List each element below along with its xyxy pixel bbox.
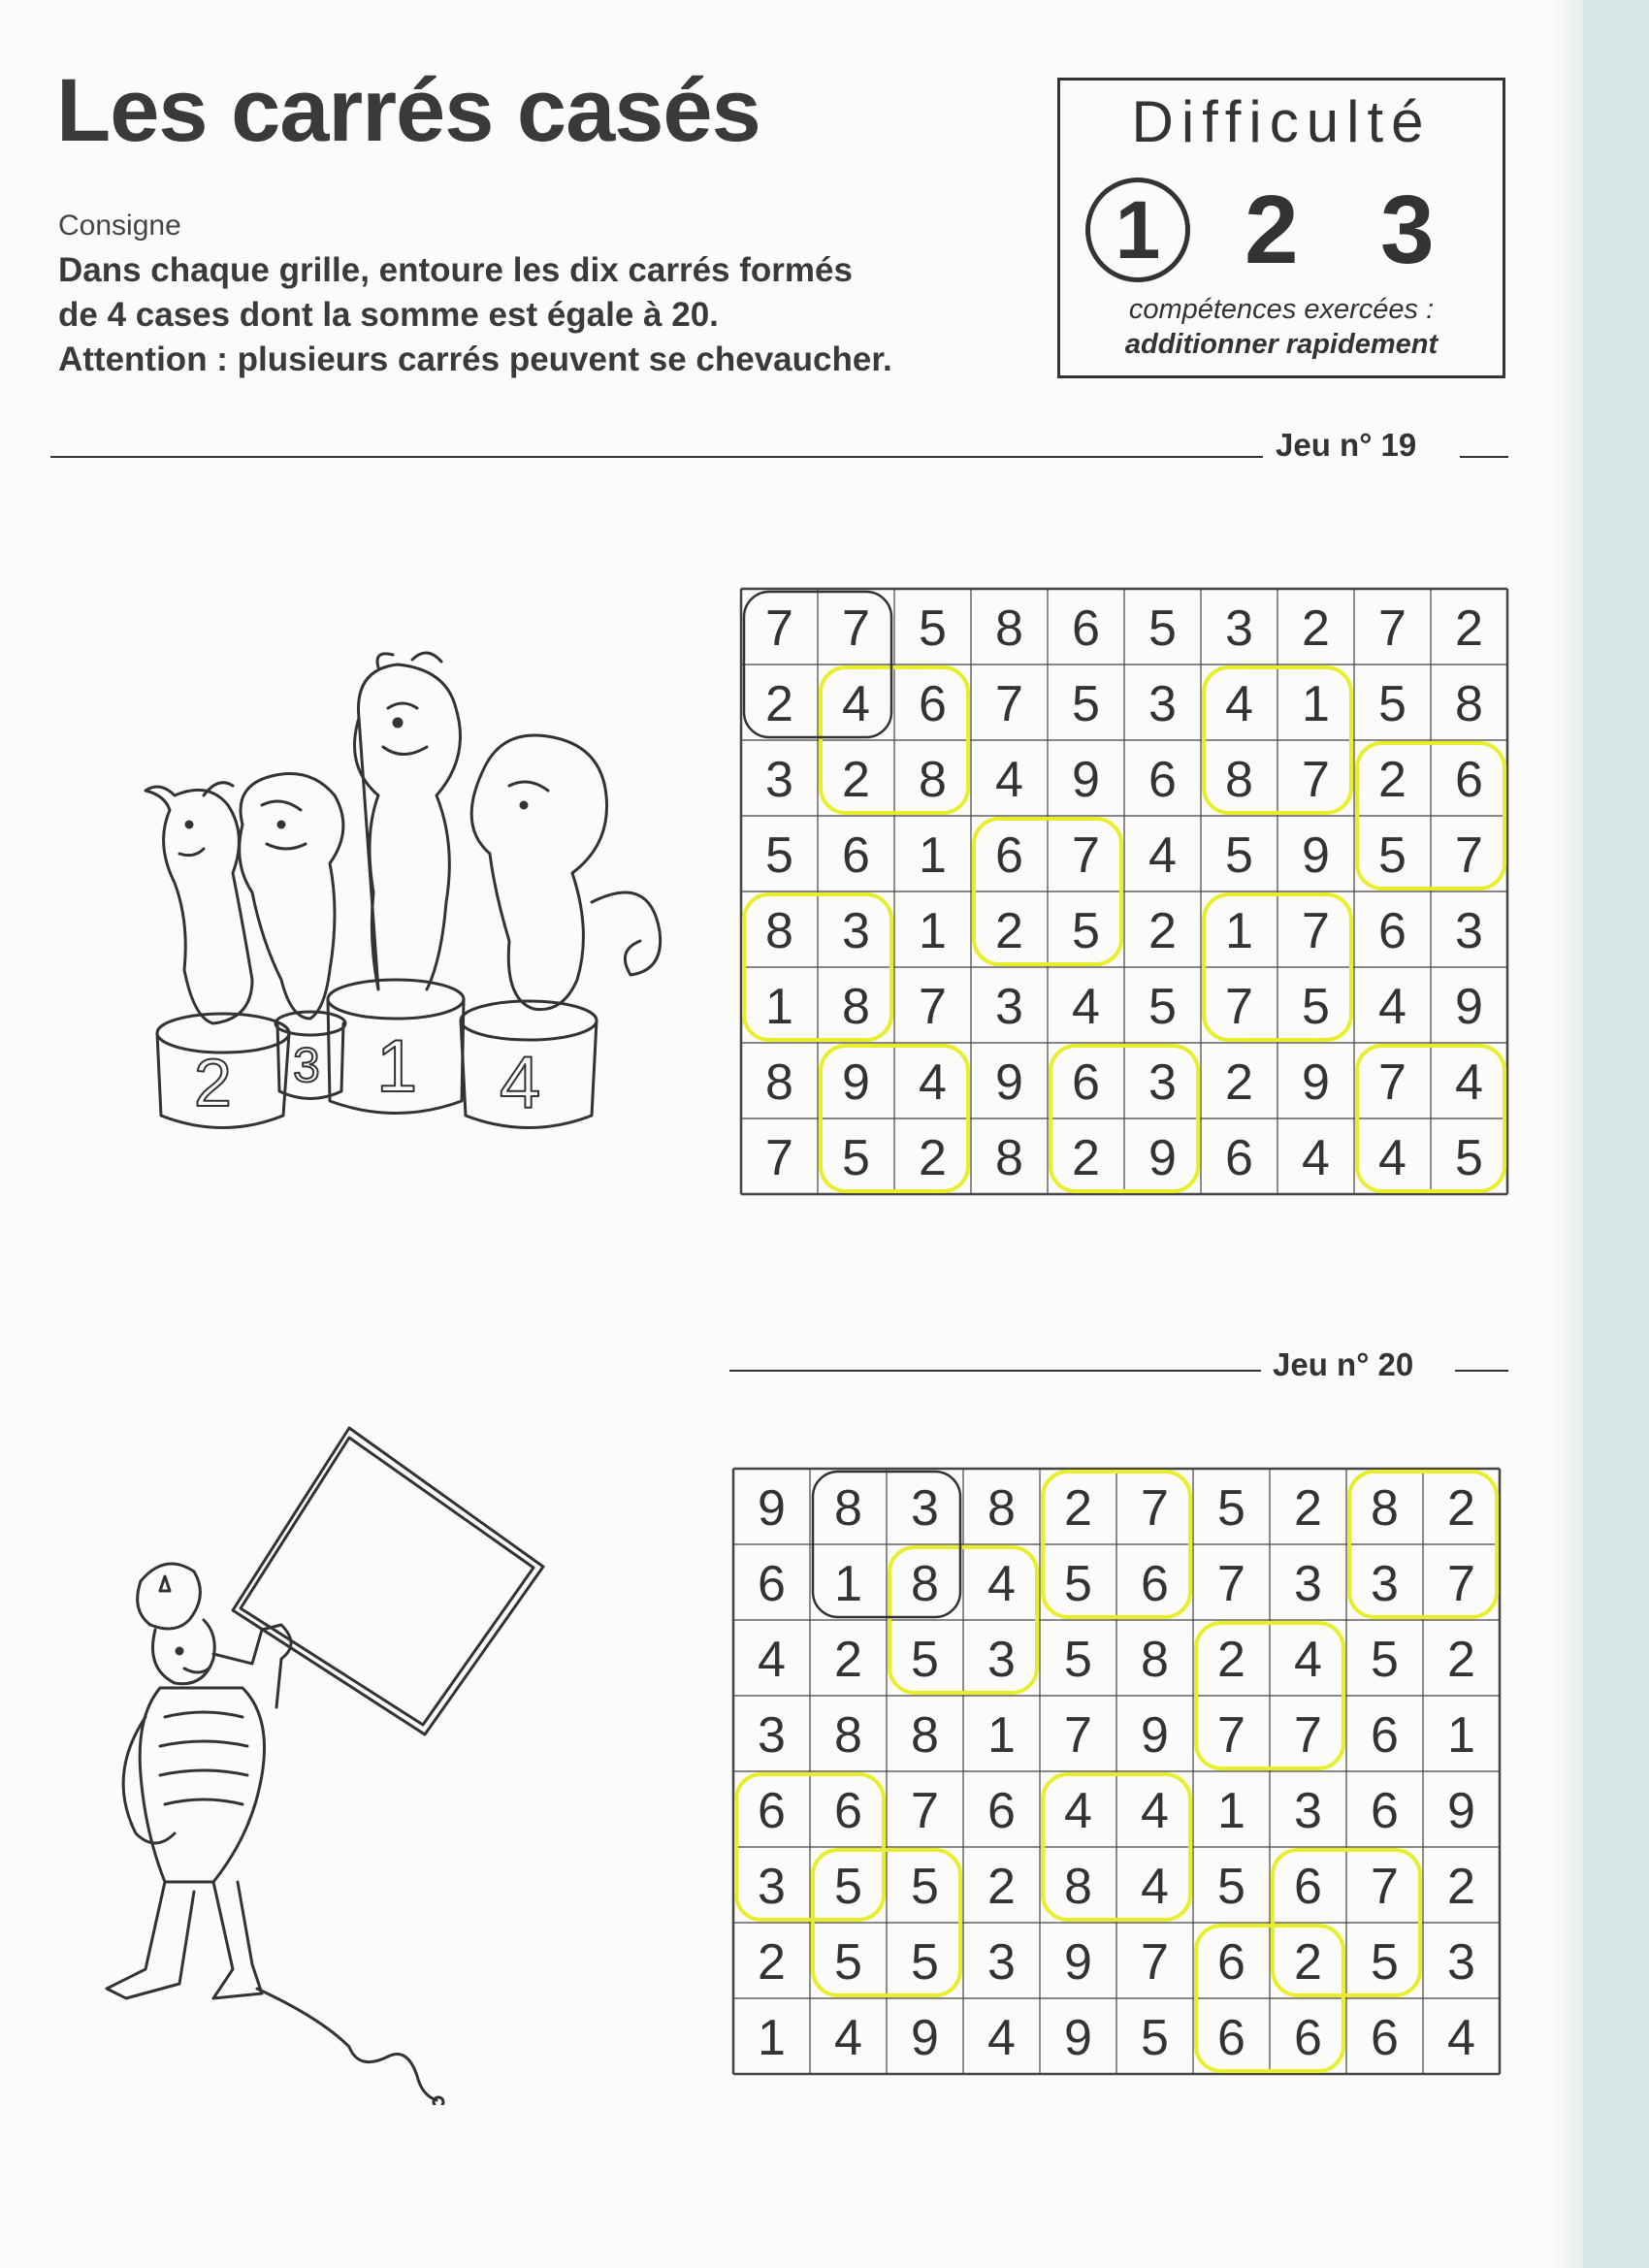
lions-illustration bbox=[136, 650, 679, 1154]
grid-cell-number[interactable]: 8 bbox=[987, 1480, 1016, 1537]
grid-cell-number[interactable]: 3 bbox=[842, 903, 870, 959]
grid-cell-number[interactable]: 2 bbox=[987, 1859, 1016, 1915]
grid-cell-number[interactable]: 2 bbox=[842, 752, 870, 808]
grid-cell-number[interactable]: 7 bbox=[1064, 1707, 1092, 1764]
grid-cell-number[interactable]: 5 bbox=[919, 600, 947, 657]
grid-cell-number[interactable]: 4 bbox=[1447, 2010, 1475, 2066]
grid-cell-number[interactable]: 7 bbox=[1141, 1480, 1169, 1537]
grid-cell-number[interactable]: 4 bbox=[1225, 676, 1253, 732]
grid-cell-number[interactable]: 3 bbox=[911, 1480, 939, 1537]
grid-cell-number[interactable]: 5 bbox=[1378, 827, 1406, 884]
grid-cell-number[interactable]: 3 bbox=[1455, 903, 1483, 959]
grid-cell-number[interactable]: 8 bbox=[1141, 1632, 1169, 1688]
grid-cell-number[interactable]: 3 bbox=[758, 1859, 786, 1915]
grid-cell-number[interactable]: 3 bbox=[758, 1707, 786, 1764]
grid-cell-number[interactable]: 7 bbox=[919, 979, 947, 1035]
grid-cell-number[interactable]: 5 bbox=[842, 1130, 870, 1186]
difficulty-level-1-selected: 1 bbox=[1085, 178, 1190, 282]
grid-cell-number[interactable]: 2 bbox=[1064, 1480, 1092, 1537]
grid-cell-number[interactable]: 8 bbox=[1371, 1480, 1399, 1537]
grid-cell-number[interactable]: 3 bbox=[995, 979, 1023, 1035]
grid-cell-number[interactable]: 2 bbox=[1447, 1632, 1475, 1688]
grid-cell-number[interactable]: 2 bbox=[834, 1632, 862, 1688]
grid-cell-number[interactable]: 5 bbox=[1064, 1556, 1092, 1612]
grid-cell-number[interactable]: 4 bbox=[1302, 1130, 1330, 1186]
grid-cell-number[interactable]: 8 bbox=[911, 1556, 939, 1612]
page-title: Les carrés casés bbox=[56, 61, 760, 160]
grid-cell-number[interactable]: 9 bbox=[1141, 1707, 1169, 1764]
grid-cell-number[interactable]: 2 bbox=[1294, 1480, 1322, 1537]
grid-cell-number[interactable]: 8 bbox=[1225, 752, 1253, 808]
grid-cell-number[interactable]: 9 bbox=[911, 2010, 939, 2066]
grid-cell-number[interactable]: 3 bbox=[987, 1632, 1016, 1688]
grid-cell-number[interactable]: 4 bbox=[1141, 1783, 1169, 1839]
game-20-rule-right bbox=[1455, 1370, 1508, 1372]
grid-cell-number[interactable]: 6 bbox=[842, 827, 870, 884]
grid-cell-number[interactable]: 8 bbox=[919, 752, 947, 808]
grid-cell-number[interactable]: 4 bbox=[1378, 979, 1406, 1035]
grid-cell-number[interactable]: 6 bbox=[1217, 2010, 1245, 2066]
grid-cell-number[interactable]: 5 bbox=[1217, 1480, 1245, 1537]
ringmaster-figure bbox=[107, 1564, 443, 2105]
grid-cell-number[interactable]: 8 bbox=[911, 1707, 939, 1764]
grid-cell-number[interactable]: 7 bbox=[1294, 1707, 1322, 1764]
grid-cell-number[interactable]: 7 bbox=[1371, 1859, 1399, 1915]
grid-cell-number[interactable]: 6 bbox=[758, 1556, 786, 1612]
grid-cell-number[interactable]: 8 bbox=[1455, 676, 1483, 732]
game-19-rule-right bbox=[1460, 456, 1508, 458]
grid-cell-number[interactable]: 8 bbox=[842, 979, 870, 1035]
grid-cell-number[interactable]: 2 bbox=[1294, 1934, 1322, 1991]
grid-cell-number[interactable]: 3 bbox=[1447, 1934, 1475, 1991]
competences-label: compétences exercées : bbox=[1128, 294, 1435, 325]
difficulty-level-3: 3 bbox=[1380, 176, 1435, 284]
grid-cell-number[interactable]: 3 bbox=[765, 752, 793, 808]
grid-cell-number[interactable]: 5 bbox=[1455, 1130, 1483, 1186]
grid-cell-number[interactable]: 7 bbox=[1302, 752, 1330, 808]
grid-cell-number[interactable]: 7 bbox=[765, 1130, 793, 1186]
grid-cell-number[interactable]: 6 bbox=[1294, 2010, 1322, 2066]
grid-cell-number[interactable]: 5 bbox=[1302, 979, 1330, 1035]
grid-cell-number[interactable]: 5 bbox=[1371, 1632, 1399, 1688]
grid-cell-number[interactable]: 5 bbox=[1217, 1859, 1245, 1915]
grid-cell-number[interactable]: 7 bbox=[842, 600, 870, 657]
grid-cell-number[interactable]: 9 bbox=[1302, 827, 1330, 884]
grid-cell-number[interactable]: 2 bbox=[1447, 1480, 1475, 1537]
grid-cell-number[interactable]: 4 bbox=[1294, 1632, 1322, 1688]
grid-cell-number[interactable]: 5 bbox=[1378, 676, 1406, 732]
grid-cell-number[interactable]: 8 bbox=[834, 1480, 862, 1537]
grid-cell-number[interactable]: 5 bbox=[911, 1859, 939, 1915]
svg-text:1: 1 bbox=[376, 1025, 418, 1108]
grid-cell-number[interactable]: 6 bbox=[987, 1783, 1016, 1839]
game-20-rule-left bbox=[729, 1370, 1261, 1372]
grid-cell-number[interactable]: 4 bbox=[1148, 827, 1177, 884]
grid-cell-number[interactable]: 4 bbox=[987, 1556, 1016, 1612]
grid-cell-number[interactable]: 7 bbox=[1447, 1556, 1475, 1612]
grid-cell-number[interactable]: 5 bbox=[1148, 979, 1177, 1035]
grid-cell-number[interactable]: 5 bbox=[1148, 600, 1177, 657]
grid-cell-number[interactable]: 3 bbox=[987, 1934, 1016, 1991]
grid-cell-number[interactable]: 1 bbox=[758, 2010, 786, 2066]
lion-center bbox=[355, 653, 461, 989]
grid-cell-number[interactable]: 6 bbox=[1217, 1934, 1245, 1991]
grid-cell-number[interactable]: 5 bbox=[765, 827, 793, 884]
grid-cell-number[interactable]: 5 bbox=[834, 1934, 862, 1991]
grid-cell-number[interactable]: 7 bbox=[1378, 600, 1406, 657]
grid-cell-number[interactable]: 2 bbox=[919, 1130, 947, 1186]
grid-cell-number[interactable]: 7 bbox=[1141, 1934, 1169, 1991]
grid-cell-number[interactable]: 7 bbox=[911, 1783, 939, 1839]
grid-cell-number[interactable]: 3 bbox=[1294, 1556, 1322, 1612]
competences-value: additionner rapidement bbox=[1124, 329, 1439, 360]
grid-cell-number[interactable]: 2 bbox=[995, 903, 1023, 959]
grid-cell-number[interactable]: 6 bbox=[1072, 1054, 1100, 1111]
game-20-label: Jeu n° 20 bbox=[1273, 1346, 1414, 1382]
grid-cell-number[interactable]: 3 bbox=[1148, 676, 1177, 732]
grid-cell-number[interactable]: 7 bbox=[1225, 979, 1253, 1035]
grid-cell-number[interactable]: 1 bbox=[834, 1556, 862, 1612]
podium-2 bbox=[157, 1014, 289, 1128]
grid-cell-number[interactable]: 1 bbox=[987, 1707, 1016, 1764]
instruction-label: Consigne bbox=[58, 210, 181, 242]
grid-cell-number[interactable]: 8 bbox=[765, 1054, 793, 1111]
grid-cell-number[interactable]: 1 bbox=[1302, 676, 1330, 732]
svg-text:4: 4 bbox=[500, 1042, 541, 1124]
grid-cell-number[interactable]: 3 bbox=[1371, 1556, 1399, 1612]
game-19-rule-left bbox=[50, 456, 1263, 458]
grid-cell-number[interactable]: 6 bbox=[919, 676, 947, 732]
difficulty-level-2: 2 bbox=[1245, 176, 1299, 284]
grid-cell-number[interactable]: 5 bbox=[1072, 676, 1100, 732]
grid-cell-number[interactable]: 4 bbox=[1455, 1054, 1483, 1111]
grid-cell-number[interactable]: 9 bbox=[1447, 1783, 1475, 1839]
grid-cell-number[interactable]: 9 bbox=[1064, 1934, 1092, 1991]
grid-cell-number[interactable]: 4 bbox=[919, 1054, 947, 1111]
grid-cell-number[interactable]: 4 bbox=[834, 2010, 862, 2066]
game-19-grid bbox=[737, 585, 1510, 1198]
game-19-label: Jeu n° 19 bbox=[1276, 427, 1417, 463]
grid-cell-number[interactable]: 1 bbox=[919, 827, 947, 884]
lion-left bbox=[146, 783, 252, 1023]
difficulty-title: Difficulté bbox=[1131, 89, 1432, 154]
difficulty-box bbox=[1057, 78, 1505, 378]
podium-4 bbox=[461, 1001, 597, 1128]
grid-cell-number[interactable]: 6 bbox=[1371, 2010, 1399, 2066]
grid-cell-number[interactable]: 5 bbox=[911, 1632, 939, 1688]
grid-cell-number[interactable]: 2 bbox=[1378, 752, 1406, 808]
lion-middle-left bbox=[240, 774, 343, 1020]
grid-cell-number[interactable]: 6 bbox=[1371, 1783, 1399, 1839]
grid-cell-number[interactable]: 8 bbox=[765, 903, 793, 959]
grid-cell-number[interactable]: 1 bbox=[1225, 903, 1253, 959]
grid-cell-number[interactable]: 2 bbox=[1072, 1130, 1100, 1186]
grid-cell-number[interactable]: 1 bbox=[919, 903, 947, 959]
lion-right bbox=[471, 735, 660, 1010]
grid-cell-number[interactable]: 5 bbox=[1141, 2010, 1169, 2066]
grid-cell-number[interactable]: 6 bbox=[758, 1783, 786, 1839]
grid-cell-number[interactable]: 6 bbox=[1371, 1707, 1399, 1764]
grid-cell-number[interactable]: 9 bbox=[1072, 752, 1100, 808]
grid-cell-number[interactable]: 2 bbox=[758, 1934, 786, 1991]
grid-cell-number[interactable]: 6 bbox=[1294, 1859, 1322, 1915]
grid-cell-number[interactable]: 6 bbox=[1072, 600, 1100, 657]
grid-cell-number[interactable]: 7 bbox=[1072, 827, 1100, 884]
grid-cell-number[interactable]: 5 bbox=[1225, 827, 1253, 884]
page-edge-shadow bbox=[1552, 0, 1583, 2268]
grid-cell-number[interactable]: 7 bbox=[765, 600, 793, 657]
grid-cell-number[interactable]: 4 bbox=[995, 752, 1023, 808]
grid-cell-number[interactable]: 6 bbox=[995, 827, 1023, 884]
grid-cell-number[interactable]: 9 bbox=[1064, 2010, 1092, 2066]
grid-cell-number[interactable]: 2 bbox=[1148, 903, 1177, 959]
grid-cell-number[interactable]: 4 bbox=[1378, 1130, 1406, 1186]
grid-cell-number[interactable]: 4 bbox=[1064, 1783, 1092, 1839]
grid-cell-number[interactable]: 4 bbox=[758, 1632, 786, 1688]
grid-cell-number[interactable]: 8 bbox=[995, 600, 1023, 657]
grid-cell-number[interactable]: 5 bbox=[911, 1934, 939, 1991]
grid-cell-number[interactable]: 1 bbox=[1217, 1783, 1245, 1839]
instruction-text: Dans chaque grille, entoure les dix carrés formés de 4 cases dont la somme est égale à 20. Attention : plusieurs carrés peuvent se chevaucher. bbox=[58, 251, 892, 378]
grid-cell-number[interactable]: 2 bbox=[1217, 1632, 1245, 1688]
grid-cell-number[interactable]: 6 bbox=[1141, 1556, 1169, 1612]
grid-cell-number[interactable]: 6 bbox=[1148, 752, 1177, 808]
grid-cell-number[interactable]: 7 bbox=[1217, 1707, 1245, 1764]
grid-cell-number[interactable]: 8 bbox=[834, 1707, 862, 1764]
svg-text:3: 3 bbox=[293, 1038, 320, 1092]
grid-cell-number[interactable]: 4 bbox=[987, 2010, 1016, 2066]
svg-text:2: 2 bbox=[194, 1045, 232, 1120]
grid-cell-number[interactable]: 9 bbox=[1455, 979, 1483, 1035]
grid-cell-number[interactable]: 3 bbox=[1294, 1783, 1322, 1839]
grid-cell-number[interactable]: 7 bbox=[995, 676, 1023, 732]
grid-cell-number[interactable]: 9 bbox=[1148, 1130, 1177, 1186]
grid-cell-number[interactable]: 9 bbox=[1302, 1054, 1330, 1111]
grid-cell-number[interactable]: 4 bbox=[1072, 979, 1100, 1035]
grid-cell-number[interactable]: 9 bbox=[758, 1480, 786, 1537]
grid-cell-number[interactable]: 5 bbox=[1371, 1934, 1399, 1991]
grid-cell-number[interactable]: 5 bbox=[834, 1859, 862, 1915]
grid-cell-number[interactable]: 6 bbox=[1455, 752, 1483, 808]
grid-cell-number[interactable]: 7 bbox=[1302, 903, 1330, 959]
grid-cell-number[interactable]: 2 bbox=[765, 676, 793, 732]
grid-cell-number[interactable]: 9 bbox=[842, 1054, 870, 1111]
grid-cell-number[interactable]: 8 bbox=[995, 1130, 1023, 1186]
grid-cell-number[interactable]: 6 bbox=[1225, 1130, 1253, 1186]
grid-cell-number[interactable]: 2 bbox=[1447, 1859, 1475, 1915]
ringmaster-illustration bbox=[68, 1426, 650, 2105]
grid-cell-number[interactable]: 1 bbox=[765, 979, 793, 1035]
grid-cell-number[interactable]: 8 bbox=[1064, 1859, 1092, 1915]
grid-cell-number[interactable]: 7 bbox=[1217, 1556, 1245, 1612]
game-20-grid bbox=[729, 1465, 1503, 2078]
grid-cell-number[interactable]: 5 bbox=[1064, 1632, 1092, 1688]
grid-cell-number[interactable]: 2 bbox=[1302, 600, 1330, 657]
grid-cell-number[interactable]: 2 bbox=[1225, 1054, 1253, 1111]
grid-cell-number[interactable]: 3 bbox=[1148, 1054, 1177, 1111]
grid-cell-number[interactable]: 7 bbox=[1455, 827, 1483, 884]
podium-1 bbox=[328, 980, 464, 1114]
grid-cell-number[interactable]: 1 bbox=[1447, 1707, 1475, 1764]
grid-cell-number[interactable]: 6 bbox=[834, 1783, 862, 1839]
grid-cell-number[interactable]: 5 bbox=[1072, 903, 1100, 959]
grid-cell-number[interactable]: 6 bbox=[1378, 903, 1406, 959]
grid-cell-number[interactable]: 4 bbox=[1141, 1859, 1169, 1915]
grid-cell-number[interactable]: 2 bbox=[1455, 600, 1483, 657]
grid-cell-number[interactable]: 7 bbox=[1378, 1054, 1406, 1111]
grid-cell-number[interactable]: 3 bbox=[1225, 600, 1253, 657]
grid-cell-number[interactable]: 9 bbox=[995, 1054, 1023, 1111]
grid-cell-number[interactable]: 4 bbox=[842, 676, 870, 732]
